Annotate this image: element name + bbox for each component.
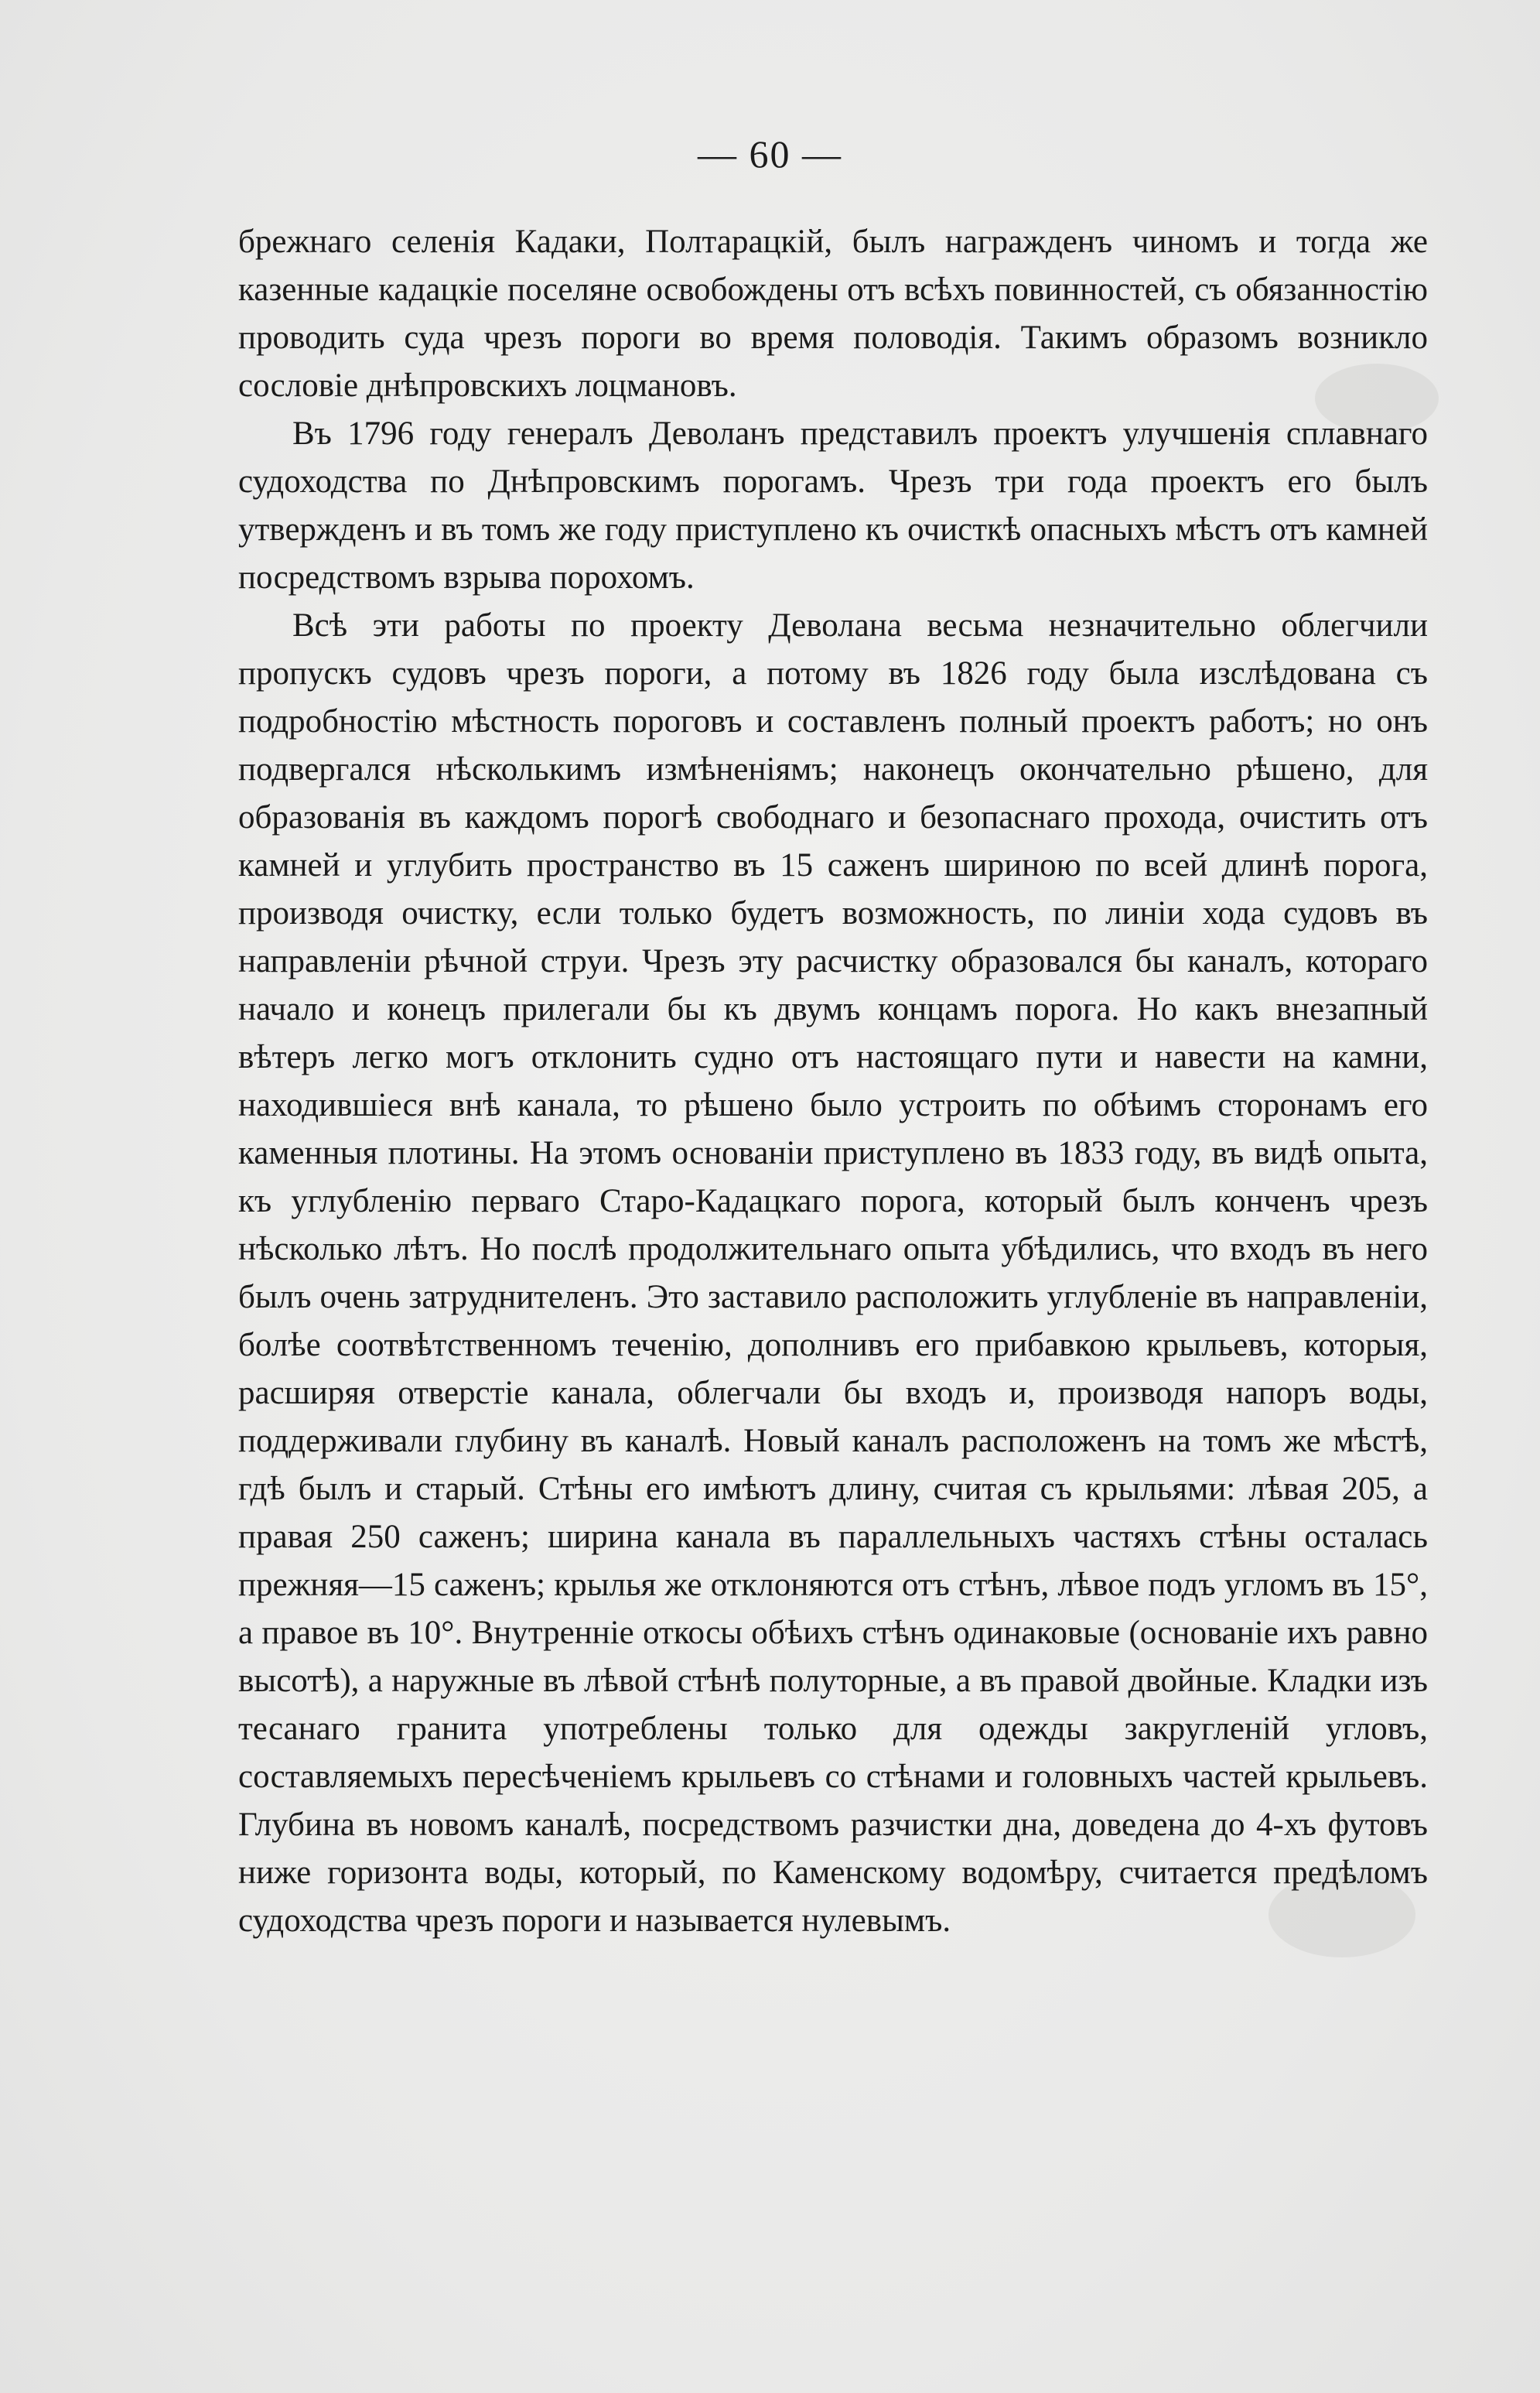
page-number: — 60 — xyxy=(698,132,842,176)
paragraph: брежнаго селенія Кадаки, Полтарацкій, былъ награжденъ чиномъ и тогда же казенные кадацкіе поселяне освобождены отъ всѣхъ повинностей, съ обязанностію проводить суда чрезъ пороги во время половодія. Такимъ образомъ возникло сословіе днѣпровскихъ лоцмановъ. xyxy=(238,224,1428,404)
paragraph: Всѣ эти работы по проекту Деволана весьма незначительно облегчили пропускъ судовъ чрезъ пороги, а потому въ 1826 году была изслѣдована съ подробностію мѣстность пороговъ и составленъ полный проектъ работъ; но онъ подвергался нѣсколькимъ измѣненіямъ; наконецъ окончательно рѣшено, для образованія въ каждомъ порогѣ свободнаго и безопаснаго прохода, очистить отъ камней и углубить пространство въ 15 саженъ шириною по всей длинѣ порога, производя очистку, если только будетъ возможность, по линіи хода судовъ въ направленіи рѣчной струи. Чрезъ эту расчистку образовался бы каналъ, котораго начало и конецъ прилегали бы къ двумъ концамъ порога. Но какъ внезапный вѣтеръ легко могъ отклонить судно отъ настоящаго пути и навести на камни, находившіеся внѣ канала, то рѣшено было устроить по обѣимъ сторонамъ его каменныя плотины. На этомъ основаніи приступлено въ 1833 году, въ видѣ опыта, къ углубленію перваго Старо-Кадацкаго порога, который былъ конченъ чрезъ нѣсколько лѣтъ. Но послѣ продолжительнаго опыта убѣдились, что входъ въ него былъ очень затруднителенъ. Это заставило расположить углубленіе въ направленіи, болѣе соотвѣтственномъ теченію, дополнивъ его прибавкою крыльевъ, которыя, расширяя отверстіе канала, облегчали бы входъ и, производя напоръ воды, поддерживали глубину въ каналѣ. Новый каналъ расположенъ на томъ же мѣстѣ, гдѣ былъ и старый. Стѣны его имѣютъ длину, считая съ крыльями: лѣвая 205, а правая 250 саженъ; ширина канала въ параллельныхъ частяхъ стѣны осталась прежняя—15 саженъ; крылья же отклоняются отъ стѣнъ, лѣвое подъ угломъ въ 15°, а правое въ 10°. Внутренніе откосы обѣихъ стѣнъ одинаковые (основаніе ихъ равно высотѣ), а наружные въ лѣвой стѣнѣ полуторные, а въ правой двойные. Кладки изъ тесанаго гранита употреблены только для одежды закругленій угловъ, составляемыхъ пересѣченіемъ крыльевъ со стѣнами и головныхъ частей крыльевъ. Глубина въ новомъ каналѣ, посредствомъ разчистки дна, доведена до 4-хъ футовъ ниже горизонта воды, который, по Каменскому водомѣру, считается предѣломъ судоходства чрезъ пороги и называется нулевымъ. xyxy=(238,607,1428,1939)
paragraph: Въ 1796 году генералъ Деволанъ представилъ проектъ улучшенія сплавнаго судоходства по Днѣпровскимъ порогамъ. Чрезъ три года проектъ его былъ утвержденъ и въ томъ же году приступлено къ очисткѣ опасныхъ мѣстъ отъ камней посредствомъ взрыва порохомъ. xyxy=(238,415,1428,596)
body-text xyxy=(238,218,1428,1945)
